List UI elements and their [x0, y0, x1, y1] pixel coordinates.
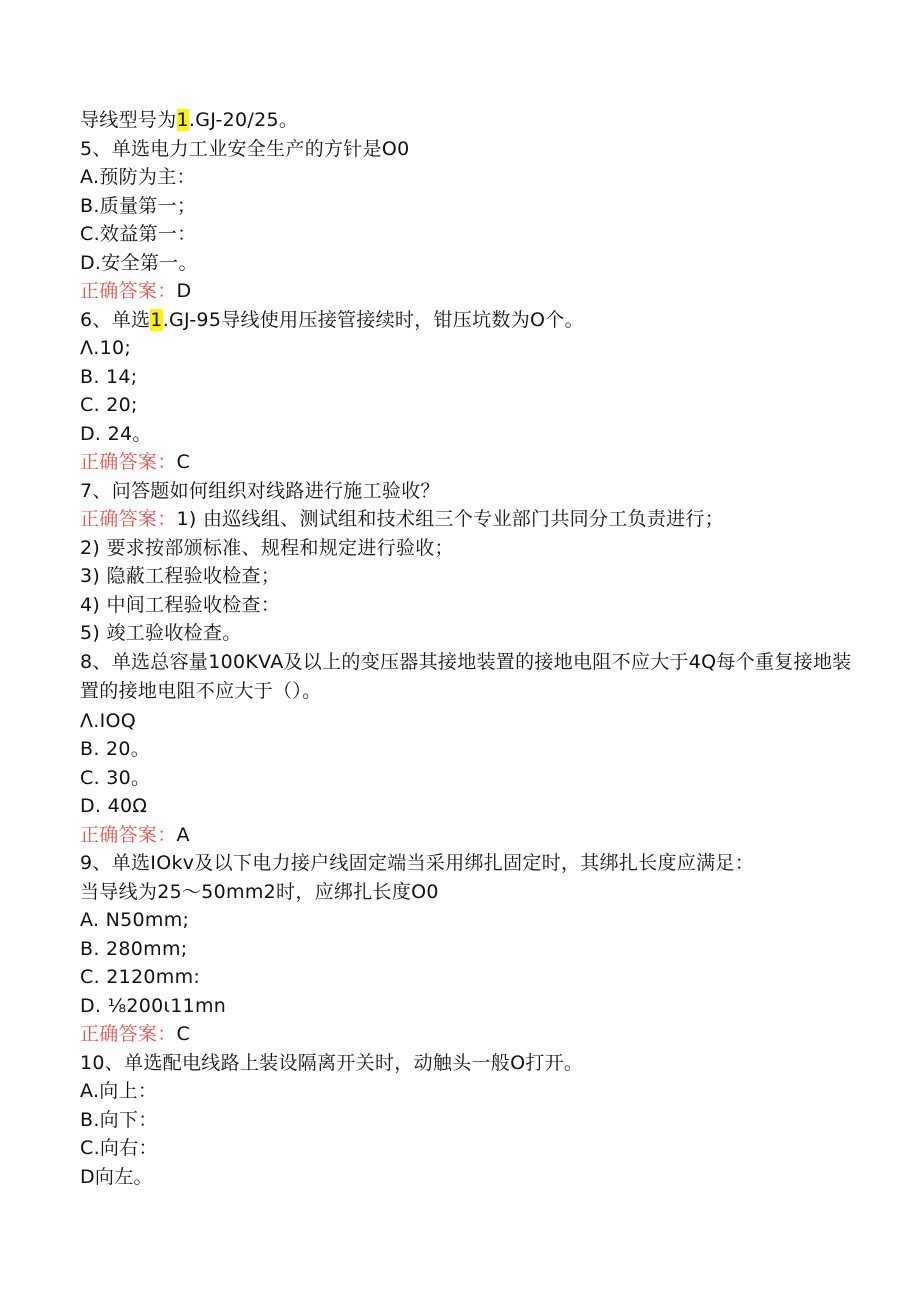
q6-option-c: C. 20;	[80, 394, 138, 416]
q6-stem-prefix: 6、单选	[80, 308, 151, 331]
q6-option-a: Λ.10;	[80, 337, 132, 359]
q8-option-a: Λ.IOQ	[80, 709, 137, 732]
q9-stem-line-2: 当导线为25〜50mm2时，应绑扎长度O0	[80, 880, 439, 903]
q8-option-b: B. 20。	[80, 738, 151, 760]
answer-label: 正确答案：	[80, 280, 177, 302]
q6-stem-highlight: 1	[150, 308, 163, 331]
q10-option-d: D向左。	[80, 1165, 153, 1188]
q9-option-b: B. 280mm;	[80, 937, 188, 960]
q6-stem	[80, 306, 870, 335]
q7-answer	[80, 505, 870, 534]
q7-answer-item-3: 3) 隐蔽工程验收检查；	[80, 565, 281, 587]
q6-answer	[80, 448, 870, 477]
q5-option-d: D.安全第一。	[80, 251, 198, 274]
answer-label: 正确答案：	[80, 451, 177, 473]
q8-option-d: D. 40Ω	[80, 795, 148, 817]
q6-option-b: B. 14;	[80, 365, 138, 388]
q7-answer-item-4: 4) 中间工程验收检查：	[80, 593, 281, 616]
q7-stem: 7、问答题如何组织对线路进行施工验收？	[80, 479, 440, 502]
q8-stem: 8、单选总容量100KVA及以上的变压器其接地装置的接地电阻不应大于4Q每个重复接地装置的接地电阻不应大于（）。	[80, 650, 852, 702]
q10-option-a: A.向上：	[80, 1080, 158, 1102]
q7-answer-first: 1) 由巡线组、测试组和技术组三个专业部门共同分工负责进行；	[176, 508, 725, 530]
intro-line	[80, 106, 870, 135]
q5-option-b: B.质量第一；	[80, 194, 197, 217]
q9-answer	[80, 1020, 870, 1049]
q5-stem: 5、单选电力工业安全生产的方针是O0	[80, 137, 410, 160]
answer-label: 正确答案：	[80, 1023, 177, 1045]
q7-answer-item-5: 5) 竣工验收检查。	[80, 622, 242, 644]
q5-answer	[80, 277, 870, 306]
intro-prefix: 导线型号为	[80, 109, 177, 131]
q6-stem-suffix: .GJ-95导线使用压接管接续时，钳压坑数为O个。	[162, 308, 584, 331]
q9-stem-line-1: 9、单选IOkv及以下电力接户线固定端当采用绑扎固定时，其绑扎长度应满足：	[80, 852, 754, 874]
q9-option-d: D. ⅛200ι11mn	[80, 994, 227, 1017]
answer-value: C	[176, 1023, 191, 1045]
answer-label: 正确答案：	[80, 823, 177, 846]
q7-answer-item-2: 2) 要求按部颁标准、规程和规定进行验收；	[80, 536, 454, 559]
answer-label: 正确答案：	[80, 508, 177, 530]
q10-option-c: C.向右：	[80, 1137, 158, 1159]
q10-stem: 10、单选配电线路上装设隔离开关时，动触头一般O打开。	[80, 1051, 584, 1074]
q6-option-d: D. 24。	[80, 422, 152, 445]
q5-option-c: C.效益第一：	[80, 223, 197, 245]
answer-value: C	[176, 451, 191, 473]
q10-option-b: B.向下：	[80, 1108, 158, 1131]
intro-highlight: 1	[176, 109, 189, 131]
answer-value: D	[176, 280, 192, 302]
document-page	[80, 106, 870, 1191]
answer-value: A	[176, 823, 190, 846]
q8-answer	[80, 821, 870, 850]
intro-suffix: .GJ-20/25。	[188, 109, 299, 131]
q8-option-c: C. 30。	[80, 766, 151, 789]
q5-option-a: A.预防为主：	[80, 166, 196, 188]
q9-option-a: A. N50mm;	[80, 909, 190, 931]
q9-option-c: C. 2120mm:	[80, 966, 201, 988]
